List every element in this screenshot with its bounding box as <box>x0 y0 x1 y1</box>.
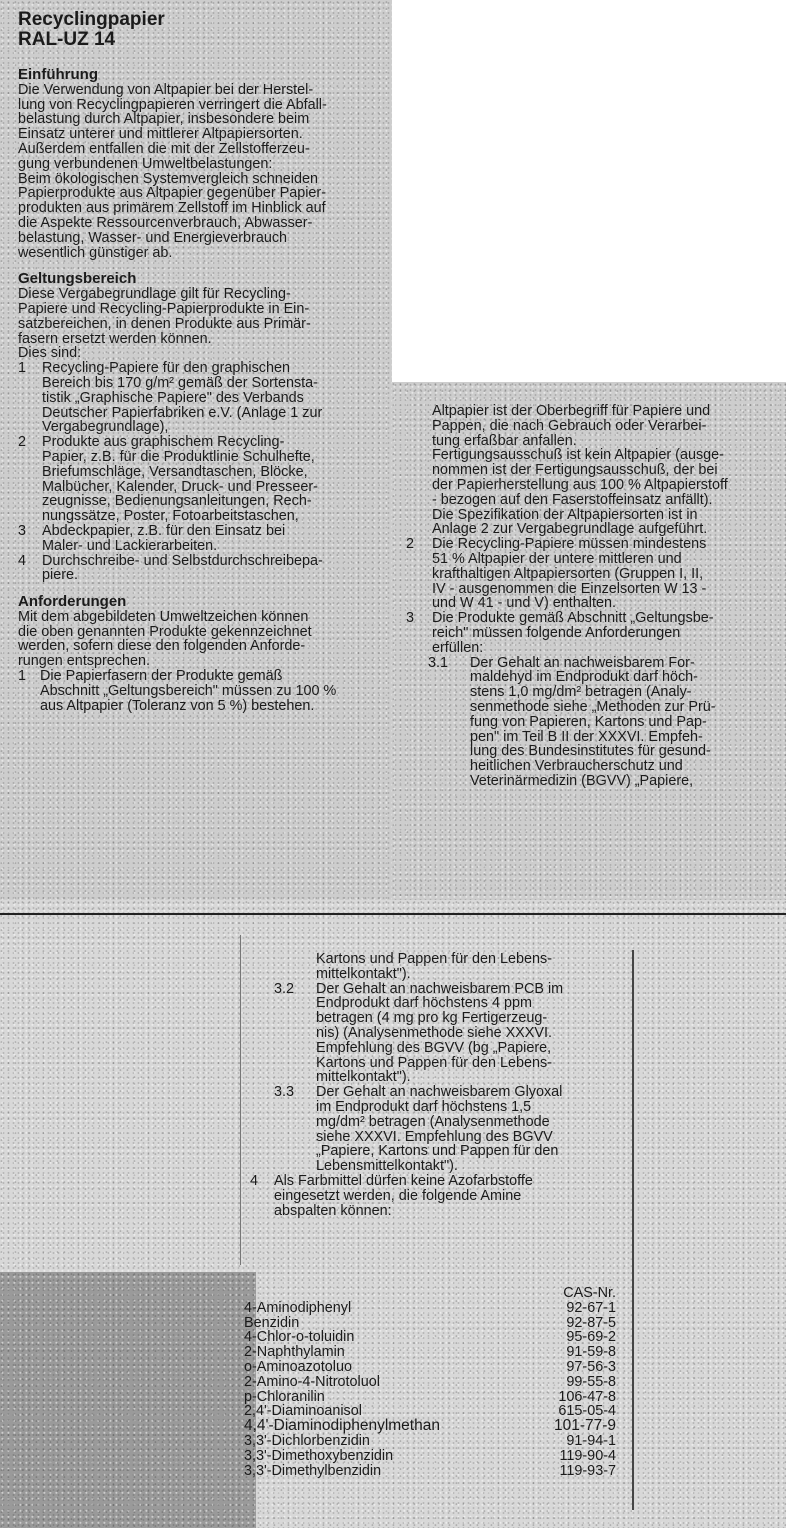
table-row <box>244 1330 616 1345</box>
table-row <box>244 1345 616 1360</box>
cas-number: 91-59-8 <box>566 1344 616 1361</box>
amine-name: Benzidin <box>244 1314 300 1331</box>
amine-table <box>244 1286 616 1478</box>
doc-title: Recyclingpapier <box>18 9 165 30</box>
cas-number: 106-47-8 <box>558 1388 616 1405</box>
column-rule-right <box>632 950 634 1510</box>
amine-name: 3,3'-Dichlorbenzidin <box>244 1432 370 1449</box>
cas-number: 615-05-4 <box>558 1403 616 1420</box>
scope-item-num: 2 <box>18 434 27 451</box>
table-row <box>244 1464 616 1479</box>
amine-name: 2,4'-Diaminoanisol <box>244 1403 362 1420</box>
requirement-item-3-2 <box>250 982 630 1086</box>
amine-name: 3,3'-Dimethoxybenzidin <box>244 1447 394 1464</box>
requirement-num: 3.2 <box>274 980 295 997</box>
requirement-item-3-3 <box>250 1085 630 1174</box>
requirement-num: 3 <box>406 610 415 627</box>
scope-item <box>18 554 380 584</box>
table-row <box>244 1390 616 1405</box>
requirement-num: 3.1 <box>428 654 449 671</box>
amine-name: 4-Chlor-o-toluidin <box>244 1329 355 1346</box>
intro-heading: Einführung <box>18 66 98 83</box>
table-row <box>244 1301 616 1316</box>
left-column <box>18 10 380 713</box>
scope-item <box>18 524 380 554</box>
scope-text: Diese Vergabegrundlage gilt für Recycling- Papiere und Recycling-Papierprodukte in Ein- satzbereichen, in denen Produkte aus Primär- fasern ersetzt werden können. Dies sind: <box>18 286 311 362</box>
requirement-text: Der Gehalt an nachweisbarem For- maldehyd im Endprodukt darf höch- stens 1,0 mg/dm² betragen (Analy- senmethode siehe „Methoden zur Prü- fung von Papieren, Kartons und Pap- pen" im Teil B II der XXXVI. Empfeh- lung des Bundesinstitutes für gesund- heitlichen Verbraucherschutz und Veterinärmedizin (BGVV) „Papiere, <box>470 654 716 789</box>
fertigungsausschuss-text: Fertigungsausschuß ist kein Altpapier (ausge- nommen ist der Fertigungsausschuß, der bei der Papierherstellung aus 100 % Altpapierstoff - bezogen auf den Faserstoffeinsatz anfällt). Die Spezifikation der Altpapiersorten ist in Anlage 2 zur Vergabegrundlage aufgeführt. <box>432 447 728 538</box>
amine-name: 4,4'-Diaminodiphenylmethan <box>244 1417 440 1435</box>
requirement-text: Der Gehalt an nachweisbarem Glyoxal im Endprodukt darf höchstens 1,5 mg/dm² betragen (Analysenmethode siehe XXXVI. Empfehlung des BGVV „Papiere, Kartons und Pappen für den Lebensmittelkontakt"). <box>316 1084 563 1175</box>
scope-item-text: Abdeckpapier, z.B. für den Einsatz bei Maler- und Lackierarbeiten. <box>42 522 286 554</box>
doc-code: RAL-UZ 14 <box>18 29 116 50</box>
amine-name: o-Aminoazotoluo <box>244 1358 352 1375</box>
cas-number: 92-67-1 <box>566 1299 616 1316</box>
table-row <box>244 1375 616 1390</box>
cas-number: 97-56-3 <box>566 1358 616 1375</box>
scope-item-num: 1 <box>18 360 27 377</box>
table-row <box>244 1434 616 1449</box>
cas-number: 92-87-5 <box>566 1314 616 1331</box>
cas-number: 95-69-2 <box>566 1329 616 1346</box>
requirement-num: 3.3 <box>274 1084 295 1101</box>
table-row <box>244 1419 616 1434</box>
table-row <box>244 1316 616 1331</box>
requirement-text: Als Farbmittel dürfen keine Azofarbstoffe eingesetzt werden, die folgende Amine abspalten können: <box>274 1172 533 1219</box>
requirement-item-3 <box>406 611 768 655</box>
cas-number: 91-94-1 <box>566 1432 616 1449</box>
amine-name: p-Chloranilin <box>244 1388 325 1405</box>
cas-number: 101-77-9 <box>553 1417 616 1435</box>
requirement-item-1 <box>18 669 380 713</box>
requirement-item-4 <box>250 1174 630 1218</box>
scan-noise-corner <box>0 1272 256 1528</box>
amine-name: 4-Aminodiphenyl <box>244 1299 352 1316</box>
cas-number: 119-90-4 <box>559 1447 616 1464</box>
scope-item-text: Produkte aus graphischem Recycling- Papier, z.B. für die Produktlinie Schulhefte, Briefumschläge, Versandtaschen, Blöcke, Malbücher, Kalender, Druck- und Presseer- zeugnisse, Bedienungsanleitungen, Rech- nungssätze, Poster, Fotoarbeitstaschen, <box>42 434 318 525</box>
requirement-item-2 <box>406 537 768 611</box>
scope-item-text: Durchschreibe- und Selbstdurchschreibepa- piere. <box>42 552 323 584</box>
requirement-num: 2 <box>406 536 415 553</box>
requirement-text: Die Papierfasern der Produkte gemäß Abschnitt „Geltungsbereich" müssen zu 100 % aus Altpapier (Toleranz von 5 %) bestehen. <box>40 668 337 714</box>
amine-table-wrap <box>244 1286 616 1478</box>
requirements-text: Mit dem abgebildeten Umweltzeichen können die oben genannten Produkte gekennzeichnet werden, sofern diese den folgenden Anforde- rungen entsprechen. <box>18 608 312 670</box>
section-divider <box>0 913 786 915</box>
scope-item <box>18 435 380 524</box>
cas-number: 99-55-8 <box>566 1373 616 1390</box>
amine-name: 3,3'-Dimethylbenzidin <box>244 1462 382 1479</box>
cas-number: 119-93-7 <box>559 1462 616 1479</box>
requirement-num: 1 <box>18 668 27 685</box>
altpapier-definition: Altpapier ist der Oberbegriff für Papiere und Pappen, die nach Gebrauch oder Verarbei- tung erfaßbar anfallen. <box>432 403 711 449</box>
scope-item-num: 3 <box>18 522 27 539</box>
scope-item-text: Recycling-Papiere für den graphischen Bereich bis 170 g/m² gemäß der Sortensta- tistik „Graphische Papiere" des Verbands Deutscher Papierfabriken e.V. (Anlage 1 zur Vergabegrundlage), <box>42 360 323 436</box>
scope-item-num: 4 <box>18 552 27 569</box>
table-row <box>244 1449 616 1464</box>
requirement-text: Die Recycling-Papiere müssen mindestens 51 % Altpapier der untere mittleren und krafthaltigen Altpapiersorten (Gruppen I, II, IV - ausgenommen die Einzelsorten W 13 - und W 41 - und V) enthalten. <box>432 536 707 612</box>
table-row <box>244 1360 616 1375</box>
column-rule-left <box>240 935 241 1265</box>
intro-text: Die Verwendung von Altpapier bei der Herstel- lung von Recyclingpapieren verringert die Abfall- belastung durch Altpapier, insbesondere beim Einsatz unterer und mittlerer Altpapiersorten. Außerdem entfallen die mit der Zellstofferzeu- gung verbundenen Umweltbelastungen: Beim ökologischen Systemvergleich schneiden Papierprodukte aus Altpapier gegenüber Papier- produkten aus primärem Zellstoff im Hinblick auf die Aspekte Ressourcenverbrauch, Abwasser- belastung, Wasser- und Energieverbrauch wesentlich günstiger ab. <box>18 81 327 261</box>
cas-header: CAS-Nr. <box>563 1285 616 1301</box>
amine-name: 2-Naphthylamin <box>244 1344 345 1361</box>
requirements-heading: Anforderungen <box>18 593 127 611</box>
right-column <box>406 404 768 789</box>
scope-heading: Geltungsbereich <box>18 270 137 288</box>
requirement-num: 4 <box>250 1172 259 1189</box>
requirement-text: Die Produkte gemäß Abschnitt „Geltungsbe- reich" müssen folgende Anforderungen erfüllen: <box>432 610 714 656</box>
amine-name: 2-Amino-4-Nitrotoluol <box>244 1373 380 1390</box>
continuation-text: Kartons und Pappen für den Lebens- mittelkontakt"). <box>316 951 553 982</box>
requirement-item-3-1 <box>406 656 768 789</box>
table-header-row <box>244 1286 616 1301</box>
requirement-text: Der Gehalt an nachweisbarem PCB im Endprodukt darf höchstens 4 ppm betragen (4 mg pro kg Fertigerzeug- nis) (Analysenmethode siehe XXXVI. Empfehlung des BGVV (bg „Papiere, Kartons und Pappen für den Lebens- mittelkontakt"). <box>316 980 564 1086</box>
lower-column <box>250 952 630 1218</box>
scope-item <box>18 361 380 435</box>
